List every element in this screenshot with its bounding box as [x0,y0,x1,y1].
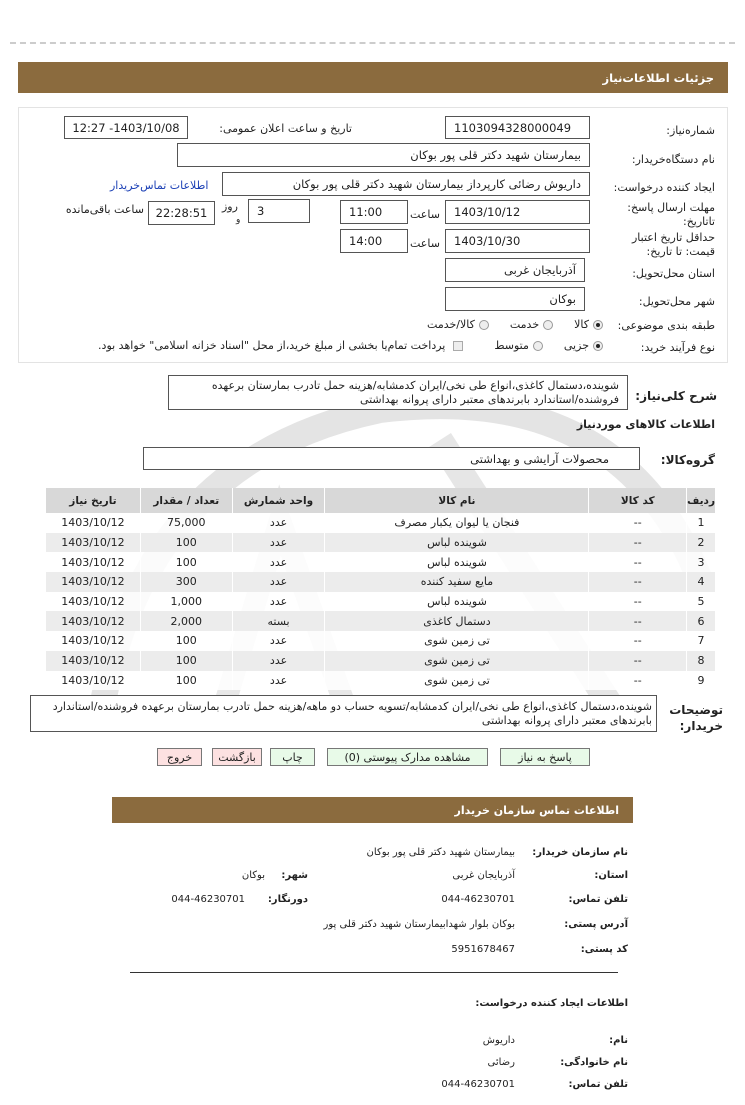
cell-row-number: 9 [687,671,715,691]
phone-label: تلفن تماس: [568,894,628,905]
table-row [46,513,716,533]
process-radio-group [98,339,603,352]
cell-unit: عدد [232,631,325,651]
cell-item-name: تی زمین شوی [325,631,589,651]
column-header-item-code: کد کالا [589,488,687,513]
cell-item-name: مایع سفید کننده [325,572,589,592]
validity-time-label: ساعت [410,237,440,250]
reply-button[interactable]: پاسخ به نیاز [500,748,590,766]
table-row [46,651,716,671]
org-value: بیمارستان شهید دکتر قلی پور بوکان [366,847,515,858]
table-row [46,671,716,691]
cell-need-date: 1403/10/12 [46,592,141,612]
deadline-label: مهلت ارسال پاسخ: تاتاریخ: [627,201,715,228]
cell-item-code: -- [589,631,687,651]
category-label: طبقه بندی موضوعی: [617,319,715,332]
remaining-time-field: 22:28:51 [148,201,215,225]
column-header-item-name: نام کالا [325,488,589,513]
fax-label: دورنگار: [267,894,308,905]
cell-quantity: 100 [140,651,232,671]
cell-item-code: -- [589,533,687,553]
city-contact-label: شهر: [281,870,308,881]
postal-value: 5951678467 [451,944,515,955]
family-label: نام خانوادگی: [560,1057,628,1068]
family-value: رضائی [487,1057,515,1068]
radio-goods[interactable]: کالا [574,318,603,331]
org-label: نام سازمان خریدار: [532,847,628,858]
cell-need-date: 1403/10/12 [46,572,141,592]
cell-row-number: 8 [687,651,715,671]
cell-quantity: 100 [140,631,232,651]
need-number-field: 1103094328000049 [445,116,590,139]
cell-unit: عدد [232,671,325,691]
address-value: بوکان بلوار شهدابیمارستان شهید دکتر قلی پور [323,919,515,930]
validity-date-field: 1403/10/30 [445,229,590,253]
cell-item-name: شوینده لباس [325,552,589,572]
cell-item-name: شوینده لباس [325,592,589,612]
cell-quantity: 100 [140,552,232,572]
validity-time-field: 14:00 [340,229,408,253]
province-label: استان محل‌تحویل: [632,267,715,280]
buyer-contact-link[interactable]: اطلاعات تماس‌خریدار [110,179,209,192]
cell-need-date: 1403/10/12 [46,533,141,553]
column-header-row-number: ردیف [687,488,715,513]
cell-quantity: 100 [140,533,232,553]
validity-label: حداقل تاریخ اعتبار قیمت: تا تاریخ: [631,231,715,258]
cell-item-code: -- [589,671,687,691]
back-button[interactable]: بازگشت [212,748,262,766]
cell-quantity: 75,000 [140,513,232,533]
and-label: و [236,215,241,225]
radio-service[interactable]: خدمت [510,318,553,331]
cell-item-code: -- [589,651,687,671]
cell-quantity: 100 [140,671,232,691]
table-row [46,572,716,592]
contact-divider [130,972,618,973]
cell-row-number: 5 [687,592,715,612]
days-label: روز [222,200,238,213]
deadline-time-field: 11:00 [340,200,408,224]
cell-need-date: 1403/10/12 [46,631,141,651]
buyer-label: نام دستگاه‌خریدار: [631,153,715,166]
province-contact-label: استان: [594,870,628,881]
cell-item-code: -- [589,611,687,631]
cell-item-code: -- [589,513,687,533]
cell-unit: عدد [232,513,325,533]
cell-unit: عدد [232,533,325,553]
cell-quantity: 300 [140,572,232,592]
cell-item-name: تی زمین شوی [325,651,589,671]
cell-row-number: 7 [687,631,715,651]
remaining-label: ساعت باقی‌مانده [65,203,144,216]
radio-medium[interactable]: متوسط [494,339,543,352]
city-contact-value: بوکان [241,870,265,881]
page-header [18,62,728,93]
city-label: شهر محل‌تحویل: [638,295,715,308]
cell-item-name: تی زمین شوی [325,671,589,691]
buyer-notes-label: توضیحات خریدار: [669,703,723,733]
days-field: 3 [248,199,310,223]
address-label: آدرس پستی: [564,919,628,930]
exit-button[interactable]: خروج [157,748,202,766]
need-number-label: شماره‌نیاز: [666,124,715,137]
treasury-checkbox[interactable] [449,339,463,352]
table-row [46,592,716,612]
buyer-field: بیمارستان شهید دکتر قلی پور بوکان [177,143,590,167]
goods-group-field: محصولات آرایشی و بهداشتی [143,447,640,470]
attachments-button[interactable]: مشاهده مدارک پیوستی (0) [327,748,488,766]
print-button[interactable]: چاپ [270,748,315,766]
goods-section-title: اطلاعات کالاهای موردنیاز [576,418,715,431]
province-contact-value: آذربایجان غربی [452,870,515,881]
creator-info-title: اطلاعات ایجاد کننده درخواست: [475,998,628,1009]
cell-item-name: شوینده لباس [325,533,589,553]
table-row [46,552,716,572]
cell-need-date: 1403/10/12 [46,513,141,533]
top-divider [10,42,735,44]
radio-minor[interactable]: جزیی [564,339,603,352]
category-radio-group [427,318,603,331]
creator-phone-label: تلفن تماس: [568,1079,628,1090]
cell-unit: عدد [232,572,325,592]
postal-label: کد پستی: [580,944,628,955]
cell-row-number: 3 [687,552,715,572]
creator-label: ایجاد کننده درخواست: [613,181,715,194]
fax-value: 044-46230701 [171,894,245,905]
cell-row-number: 1 [687,513,715,533]
cell-unit: عدد [232,592,325,612]
cell-item-name: فنجان یا لیوان یکبار مصرف [325,513,589,533]
buyer-notes-field: شوینده،دستمال کاغذی،انواع طی نخی/ایران کدمشابه/تسویه حساب دو ماهه/هزینه حمل تادرب بمارستان برعهده فروشنده/استاندارد بابرندهای معتبر دارای پروانه بهداشتی [30,695,657,732]
page-title: جزئیات اطلاعات‌نیاز [602,70,714,85]
city-field: بوکان [445,287,585,311]
table-row [46,611,716,631]
payment-note: پرداخت تمام‌یا بخشی از مبلغ خرید،از محل "اسناد خزانه اسلامی" خواهد بود. [98,339,446,352]
cell-need-date: 1403/10/12 [46,671,141,691]
cell-unit: بسته [232,611,325,631]
name-value: داریوش [482,1035,515,1046]
province-field: آذربایجان غربی [445,258,585,282]
creator-phone-value: 044-46230701 [441,1079,515,1090]
contact-title: اطلاعات تماس سازمان خریدار [454,803,619,817]
announce-field: 1403/10/08- 12:27 [64,116,188,139]
contact-header [112,797,633,823]
cell-quantity: 2,000 [140,611,232,631]
cell-item-code: -- [589,552,687,572]
announce-label: تاریخ و ساعت اعلان عمومی: [219,122,352,135]
radio-goods-service[interactable]: کالا/خدمت [427,318,489,331]
column-header-quantity: تعداد / مقدار [140,488,232,513]
cell-row-number: 6 [687,611,715,631]
cell-need-date: 1403/10/12 [46,611,141,631]
cell-unit: عدد [232,552,325,572]
process-label: نوع فرآیند خرید: [640,341,715,354]
cell-item-code: -- [589,572,687,592]
column-header-need-date: تاریخ نیاز [46,488,141,513]
cell-unit: عدد [232,651,325,671]
cell-need-date: 1403/10/12 [46,651,141,671]
table-row [46,631,716,651]
cell-need-date: 1403/10/12 [46,552,141,572]
description-field: شوینده،دستمال کاغذی،انواع طی نخی/ایران کدمشابه/هزینه حمل تادرب بمارستان برعهده فروشنده/استاندارد بابرندهای معتبر دارای پروانه بهداشتی [168,375,628,410]
phone-value: 044-46230701 [441,894,515,905]
description-label: شرح کلی‌نیاز: [635,389,717,403]
goods-table [45,488,715,690]
cell-item-code: -- [589,592,687,612]
cell-quantity: 1,000 [140,592,232,612]
deadline-time-label: ساعت [410,208,440,221]
name-label: نام: [609,1035,628,1046]
cell-row-number: 2 [687,533,715,553]
goods-group-label: گروه‌کالا: [660,453,715,467]
creator-field: داریوش رضائی کارپرداز بیمارستان شهید دکتر قلی پور بوکان [222,172,590,196]
table-row [46,533,716,553]
column-header-unit: واحد شمارش [232,488,325,513]
cell-row-number: 4 [687,572,715,592]
deadline-date-field: 1403/10/12 [445,200,590,224]
cell-item-name: دستمال کاغذی [325,611,589,631]
